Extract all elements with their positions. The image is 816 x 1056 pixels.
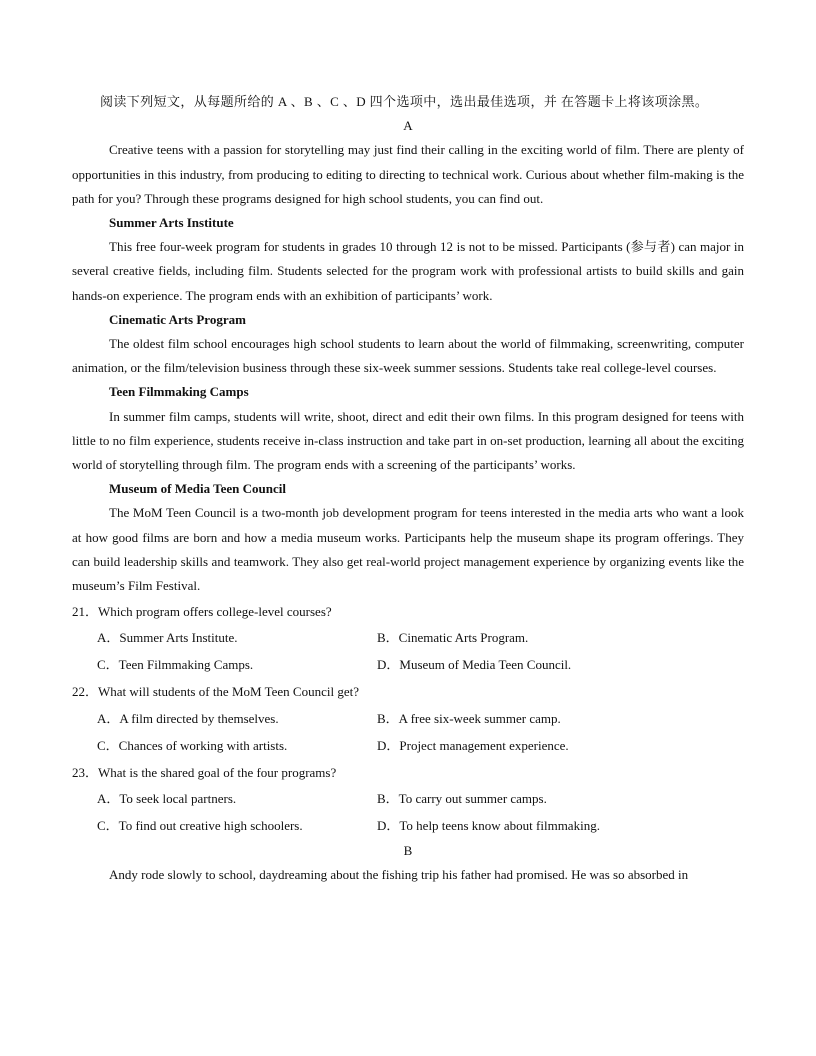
- options-row: [72, 705, 744, 732]
- option-b: B．To carry out summer camps.: [377, 790, 547, 806]
- instructions: 阅读下列短文，从每题所给的 A 、B 、C 、D 四个选项中，选出最佳选项，并 在答题卡上将该项涂黑。: [100, 94, 709, 109]
- option-a: A．A film directed by themselves.: [97, 710, 279, 726]
- option-b: B．Cinematic Arts Program.: [377, 630, 529, 646]
- question-stem: 23．What is the shared goal of the four programs?: [72, 764, 337, 780]
- option-c: C．Chances of working with artists.: [97, 737, 288, 753]
- section-text: In summer film camps, students will write, shoot, direct and edit their own films. In this program designed for teens with little to no film experience, students receive in-class instruction and take part in on-set production, learning all about the exciting world of storytelling through film. The program ends with a screening of the participants’ works.: [72, 408, 744, 473]
- section-heading: Museum of Media Teen Council: [109, 481, 286, 497]
- options-row: [72, 651, 744, 678]
- section-heading: Teen Filmmaking Camps: [109, 384, 249, 400]
- option-a: A．Summer Arts Institute.: [97, 630, 238, 646]
- passage-b-label: B: [403, 842, 413, 858]
- passage-a-label: A: [403, 118, 413, 134]
- option-d: D．Museum of Media Teen Council.: [377, 657, 572, 673]
- passage-a-intro: Creative teens with a passion for storytelling may just find their calling in the exciting world of film. There are plenty of opportunities in this industry, from producing to editing to directing to technical work. Curious about whether film-making is the path for you? Through these programs designed for high school students, you can find out.: [72, 142, 744, 206]
- question-stem: 22．What will students of the MoM Teen Council get?: [72, 684, 359, 700]
- option-d: D．Project management experience.: [377, 737, 569, 753]
- options-row: [72, 812, 744, 839]
- options-row: [72, 732, 744, 759]
- option-b: B．A free six-week summer camp.: [377, 710, 561, 726]
- option-c: C．Teen Filmmaking Camps.: [97, 657, 254, 673]
- section-text: The MoM Teen Council is a two-month job development program for teens interested in the media arts who want a look at how good films are born and how a media museum works. Participants help the museum shape its program offerings. They can build leadership skills and teamwork. They also get real-world project management experience by organizing events like the museum’s Film Festival.: [72, 505, 744, 594]
- section-text: The oldest film school encourages high school students to learn about the world of filmmaking, screenwriting, computer animation, or the film/television business through these six-week summer sessions. Students take real college-level courses.: [72, 336, 744, 376]
- options-row: [72, 785, 744, 812]
- exam-page: [72, 90, 744, 887]
- options-row: [72, 624, 744, 651]
- option-d: D．To help teens know about filmmaking.: [377, 817, 600, 833]
- option-a: A．To seek local partners.: [97, 790, 237, 806]
- section-heading: Cinematic Arts Program: [109, 311, 246, 327]
- section-heading: Summer Arts Institute: [109, 215, 234, 231]
- passage-b-intro: Andy rode slowly to school, daydreaming about the fishing trip his father had promised. He was so absorbed in: [109, 867, 689, 883]
- option-c: C．To find out creative high schoolers.: [97, 817, 303, 833]
- section-text: This free four-week program for students in grades 10 through 12 is not to be missed. Participants (参与者) can major in several creative fields, including film. Students selected for the program work with professional artists to build skills and gain hands-on experience. The program ends with an exhibition of participants’ work.: [72, 239, 744, 303]
- question-stem: 21．Which program offers college-level courses?: [72, 604, 332, 620]
